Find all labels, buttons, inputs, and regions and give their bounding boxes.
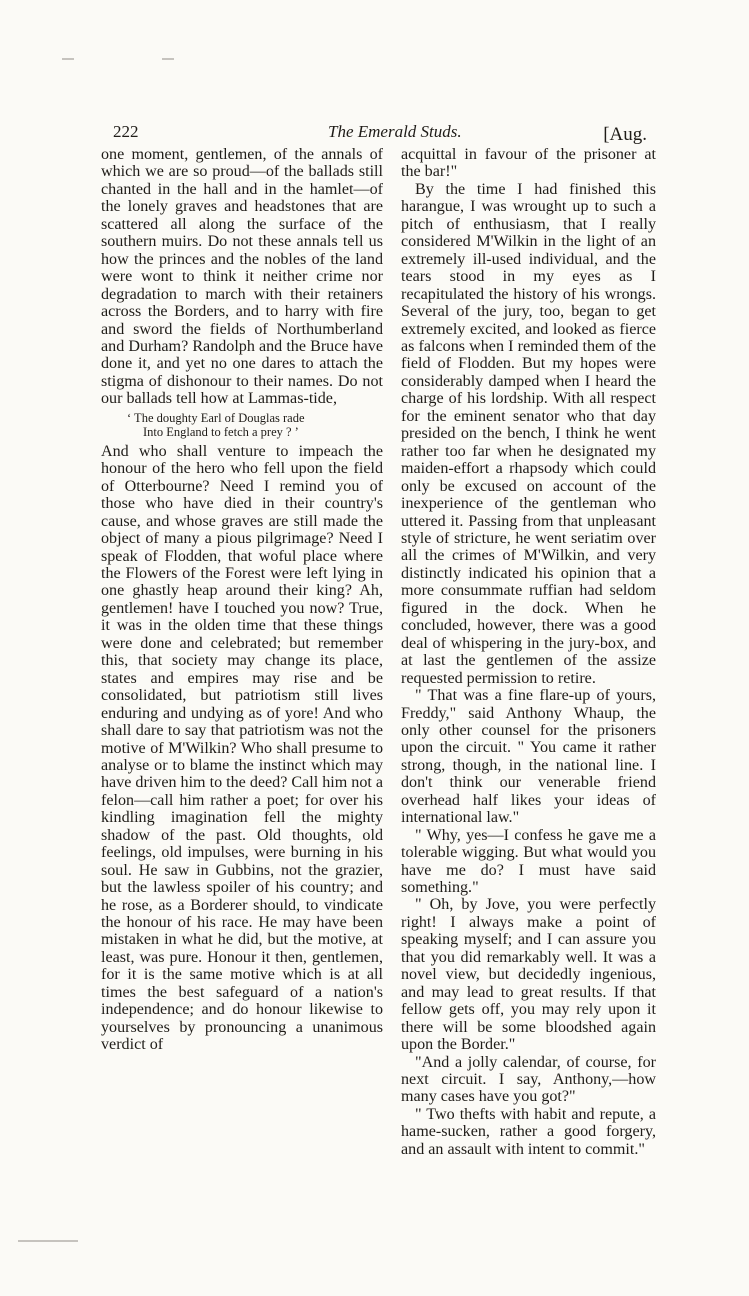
scan-mark-bottom: [18, 1240, 78, 1242]
verse-line-2: Into England to fetch a prey ? ’: [143, 425, 299, 440]
scan-mark-top-1: [62, 58, 74, 60]
running-month: [Aug.: [603, 124, 647, 145]
scan-mark-top-2: [162, 58, 174, 60]
right-paragraph-4: " Why, yes—I confess he gave me a tolerable wigging. But what would you have me do? I must have said something.": [401, 826, 656, 897]
right-paragraph-7: " Two thefts with habit and repute, a hame-sucken, rather a good forgery, and an assault with intent to commit.": [401, 1105, 656, 1158]
ballad-quote: [127, 411, 383, 440]
right-paragraph-5: " Oh, by Jove, you were perfectly right! I always make a point of speaking myself; and I can assure you that you did remarkably well. It was a novel view, but decidedly ingenious, and may lead to great results. If that fellow gets off, you may rely upon it there will be some bloodshed again upon the Border.": [401, 896, 656, 1054]
right-paragraph-6: "And a jolly calendar, of course, for next circuit. I say, Anthony,—how many cases have you got?": [401, 1053, 656, 1106]
left-paragraph-2: And who shall venture to impeach the honour of the hero who fell upon the field of Otterbourne? Need I remind you of those who have died in their country's cause, and whose graves are still made the object of many a pious pilgrimage? Need I speak of Flodden, that woful place where the Flowers of the Forest were left lying in one ghastly heap around their king? Ah, gentlemen! have I touched you now? True, it was in the olden time that these things were done and celebrated; but remember this, that society may change its place, states and empires may rise and be consolidated, but patriotism still lives enduring and undying as of yore! And who shall dare to say that patriotism was not the motive of M'Wilkin? Who shall presume to analyse or to blame the instinct which may have driven him to the deed? Call him not a felon—call him rather a poet; for over his kindling imagination fell the mighty shadow of the past. Old thoughts, old feelings, old impulses, were burning in his soul. He saw in Gubbins, not the grazier, but the lawless spoiler of his country; and he rose, as a Borderer should, to vindicate the honour of his race. He may have been mistaken in what he did, but the motive, at least, was pure. Honour it then, gentlemen, for it is the same motive which is at all times the best safeguard of a nation's independence; and do honour likewise to yourselves by pronouncing a unanimous verdict of: [101, 442, 384, 1054]
left-column: [101, 146, 383, 1054]
verse-line-1: ‘ The doughty Earl of Douglas rade: [127, 410, 305, 425]
left-paragraph-1: one moment, gentlemen, of the annals of which we are so proud—of the ballads still chanted in the hall and in the hamlet—of the lonely graves and headstones that are scattered all along the surface of the southern muirs. Do not these annals tell us how the princes and the nobles of the land were wont to think it neither crime nor degradation to march with their retainers across the Borders, and to harry with fire and sword the fields of Northumberland and Durham? Randolph and the Bruce have done it, and yet no one dares to attach the stigma of dishonour to their names. Do not our ballads tell how at Lammas-tide,: [101, 146, 383, 408]
running-title: The Emerald Studs.: [328, 122, 462, 141]
right-paragraph-2: By the time I had finished this harangue, I was wrought up to such a pitch of enthusiasm, that I really considered M'Wilkin in the light of an extremely ill-used individual, and the tears stood in my eyes as I recapitulated the history of his wrongs. Several of the jury, too, began to get extremely excited, and looked as fierce as falcons when I reminded them of the field of Flodden. But my hopes were considerably damped when I heard the charge of his lordship. With all respect for the eminent senator who that day presided on the bench, I think he went rather too far when he designated my maiden-effort a rhapsody which could only be excused on account of the inexperience of the gentleman who uttered it. Passing from that unpleasant style of stricture, he went seriatim over all the crimes of M'Wilkin, and very distinctly indicated his opinion that a more consummate ruffian had seldom figured in the dock. When he concluded, however, there was a good deal of whispering in the jury-box, and at last the gentlemen of the assize requested permission to retire.: [401, 180, 656, 687]
running-header: [113, 122, 647, 146]
right-paragraph-3: " That was a fine flare-up of yours, Freddy," said Anthony Whaup, the only other counsel for the prisoners upon the circuit. " You came it rather strong, though, in the national line. I don't think our venerable friend overhead half likes your ideas of international law.": [401, 687, 656, 827]
page-number: 222: [113, 122, 139, 141]
right-column: [401, 146, 656, 1158]
right-paragraph-1: acquittal in favour of the prisoner at the bar!": [401, 146, 656, 181]
